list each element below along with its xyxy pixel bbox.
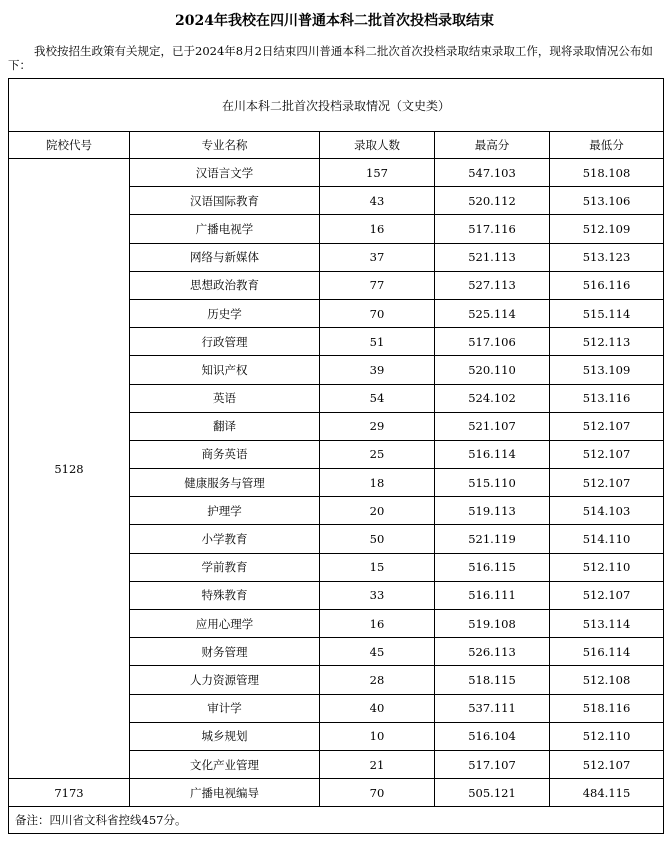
max-cell: 520.112 [435, 187, 550, 215]
major-cell: 健康服务与管理 [130, 469, 320, 497]
major-cell: 人力资源管理 [130, 666, 320, 694]
count-cell: 20 [320, 497, 435, 525]
min-cell: 516.116 [550, 271, 664, 299]
major-cell: 英语 [130, 384, 320, 412]
min-cell: 518.108 [550, 159, 664, 187]
max-cell: 517.116 [435, 215, 550, 243]
major-cell: 城乡规划 [130, 722, 320, 750]
min-cell: 512.109 [550, 215, 664, 243]
major-cell: 商务英语 [130, 440, 320, 468]
major-cell: 思想政治教育 [130, 271, 320, 299]
count-cell: 16 [320, 215, 435, 243]
major-cell: 学前教育 [130, 553, 320, 581]
count-cell: 33 [320, 581, 435, 609]
major-cell: 文化产业管理 [130, 750, 320, 778]
count-cell: 70 [320, 779, 435, 807]
school-code-cell: 7173 [9, 779, 130, 807]
table-header-row [9, 132, 664, 159]
major-cell: 汉语国际教育 [130, 187, 320, 215]
max-cell: 505.121 [435, 779, 550, 807]
major-cell: 特殊教育 [130, 581, 320, 609]
min-cell: 518.116 [550, 694, 664, 722]
count-cell: 50 [320, 525, 435, 553]
major-cell: 历史学 [130, 299, 320, 327]
max-cell: 521.113 [435, 243, 550, 271]
max-cell: 516.104 [435, 722, 550, 750]
note-row [9, 807, 664, 834]
min-cell: 513.123 [550, 243, 664, 271]
count-cell: 45 [320, 638, 435, 666]
count-cell: 25 [320, 440, 435, 468]
count-cell: 40 [320, 694, 435, 722]
major-cell: 广播电视学 [130, 215, 320, 243]
max-cell: 521.119 [435, 525, 550, 553]
min-cell: 512.107 [550, 440, 664, 468]
major-cell: 汉语言文学 [130, 159, 320, 187]
min-cell: 512.113 [550, 328, 664, 356]
count-cell: 29 [320, 412, 435, 440]
max-cell: 526.113 [435, 638, 550, 666]
major-cell: 行政管理 [130, 328, 320, 356]
major-cell: 护理学 [130, 497, 320, 525]
min-cell: 516.114 [550, 638, 664, 666]
min-cell: 512.110 [550, 722, 664, 750]
min-cell: 512.108 [550, 666, 664, 694]
major-cell: 审计学 [130, 694, 320, 722]
count-cell: 43 [320, 187, 435, 215]
count-cell: 54 [320, 384, 435, 412]
table-caption: 在川本科二批首次投档录取情况（文史类） [9, 79, 664, 132]
min-cell: 514.103 [550, 497, 664, 525]
min-cell: 513.109 [550, 356, 664, 384]
max-cell: 521.107 [435, 412, 550, 440]
max-cell: 525.114 [435, 299, 550, 327]
max-cell: 527.113 [435, 271, 550, 299]
max-cell: 519.113 [435, 497, 550, 525]
max-cell: 520.110 [435, 356, 550, 384]
count-cell: 21 [320, 750, 435, 778]
count-cell: 51 [320, 328, 435, 356]
major-cell: 财务管理 [130, 638, 320, 666]
count-cell: 15 [320, 553, 435, 581]
header-major: 专业名称 [130, 132, 320, 159]
school-code-cell: 5128 [9, 159, 130, 779]
max-cell: 517.106 [435, 328, 550, 356]
count-cell: 18 [320, 469, 435, 497]
major-cell: 应用心理学 [130, 610, 320, 638]
max-cell: 517.107 [435, 750, 550, 778]
table-row [9, 779, 664, 807]
major-cell: 小学教育 [130, 525, 320, 553]
header-count: 录取人数 [320, 132, 435, 159]
major-cell: 翻译 [130, 412, 320, 440]
intro-paragraph: 我校按招生政策有关规定，已于2024年8月2日结束四川普通本科二批次首次投档录取结束录取工作，现将录取情况公布如下： [8, 44, 653, 72]
max-cell: 524.102 [435, 384, 550, 412]
max-cell: 515.110 [435, 469, 550, 497]
count-cell: 37 [320, 243, 435, 271]
note-text: 备注：四川省文科省控线457分。 [9, 807, 664, 834]
max-cell: 537.111 [435, 694, 550, 722]
count-cell: 28 [320, 666, 435, 694]
count-cell: 39 [320, 356, 435, 384]
admission-table [8, 78, 664, 834]
min-cell: 513.116 [550, 384, 664, 412]
max-cell: 516.114 [435, 440, 550, 468]
count-cell: 157 [320, 159, 435, 187]
max-cell: 516.111 [435, 581, 550, 609]
min-cell: 512.107 [550, 469, 664, 497]
max-cell: 516.115 [435, 553, 550, 581]
page-title: 2024年我校在四川普通本科二批首次投档录取结束 [175, 13, 494, 29]
min-cell: 512.107 [550, 750, 664, 778]
min-cell: 484.115 [550, 779, 664, 807]
min-cell: 512.107 [550, 581, 664, 609]
min-cell: 512.110 [550, 553, 664, 581]
header-min: 最低分 [550, 132, 664, 159]
major-cell: 知识产权 [130, 356, 320, 384]
header-code: 院校代号 [9, 132, 130, 159]
max-cell: 518.115 [435, 666, 550, 694]
min-cell: 513.106 [550, 187, 664, 215]
min-cell: 515.114 [550, 299, 664, 327]
count-cell: 16 [320, 610, 435, 638]
min-cell: 512.107 [550, 412, 664, 440]
min-cell: 514.110 [550, 525, 664, 553]
table-row [9, 159, 664, 187]
count-cell: 77 [320, 271, 435, 299]
major-cell: 广播电视编导 [130, 779, 320, 807]
max-cell: 519.108 [435, 610, 550, 638]
count-cell: 70 [320, 299, 435, 327]
count-cell: 10 [320, 722, 435, 750]
header-max: 最高分 [435, 132, 550, 159]
min-cell: 513.114 [550, 610, 664, 638]
max-cell: 547.103 [435, 159, 550, 187]
major-cell: 网络与新媒体 [130, 243, 320, 271]
